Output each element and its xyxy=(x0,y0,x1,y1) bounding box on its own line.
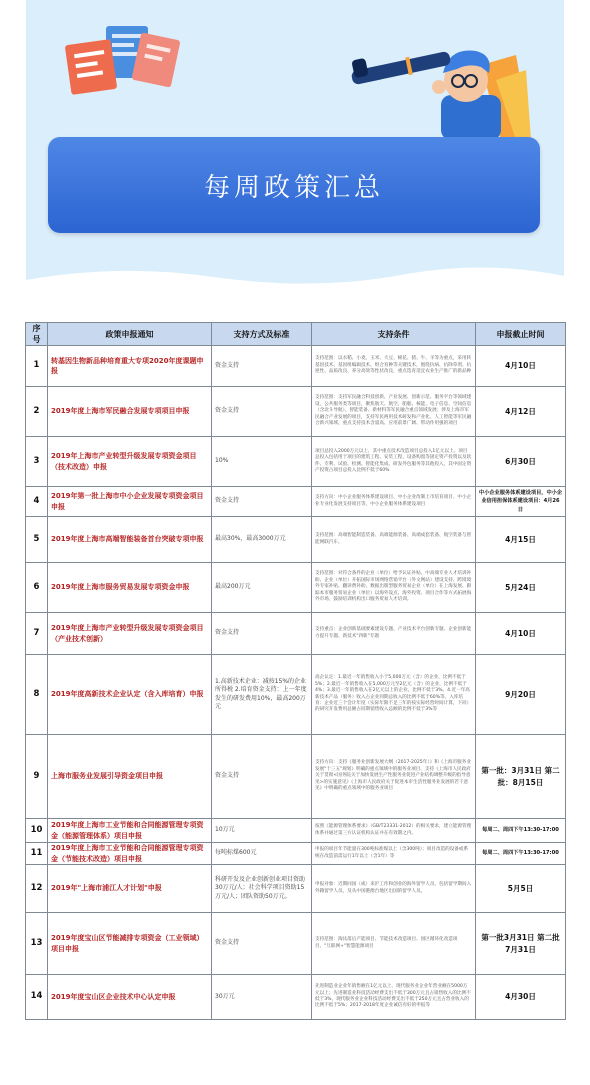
row-number: 4 xyxy=(26,487,48,517)
table-row xyxy=(26,865,566,913)
support-standard: 资金支持 xyxy=(212,613,312,655)
support-conditions: 先进制造业企业年销售额在1亿元以上，现代服务业企业年营业额在5000万元以上；先进制造业科技活动经费支出不低于300万元且占销售收入的比例不低于3%，现代服务业企业科技活动经费支出不低于250万元且占营业收入的比例不低于5%；2017-2018年度企业诚信有好的申报等 xyxy=(312,975,476,1020)
policy-notice-link[interactable]: 2019年度上海市工业节能和合同能源管理专项资金（节能技术改造）项目申报 xyxy=(48,843,212,865)
page-title: 每周政策汇总 xyxy=(203,172,384,203)
row-number: 2 xyxy=(26,387,48,437)
deadline: 4月30日 xyxy=(476,975,566,1020)
row-number: 13 xyxy=(26,913,48,975)
row-number: 1 xyxy=(26,346,48,387)
policy-notice-link[interactable]: 2019年度宝山区企业技术中心认定申报 xyxy=(48,975,212,1020)
table-row xyxy=(26,387,566,437)
support-conditions: 项目总投入2000万元以上，其中重点技术改造项目总投入1亿元以上。项目总投入包括用于项目的建筑工程、安装工程、设备购置等固定资产投资以及软件、专利、试验、检测、智能化集成、研发外包服务等其他投入，其中固定资产投资占项目总投入比例不低于60% xyxy=(312,437,476,487)
row-number: 7 xyxy=(26,613,48,655)
support-standard: 30万元 xyxy=(212,975,312,1020)
policy-notice-link[interactable]: 2019年度上海市服务贸易发展专项资金申报 xyxy=(48,563,212,613)
deadline: 4月10日 xyxy=(476,346,566,387)
deadline: 4月15日 xyxy=(476,517,566,563)
table-row xyxy=(26,735,566,819)
support-conditions: 支持范围：高端智能制造装备、高端能源装备、高端成套装备、航空装备与智能网联汽车。 xyxy=(312,517,476,563)
support-standard: 资金支持 xyxy=(212,487,312,517)
table-row xyxy=(26,843,566,865)
table-row xyxy=(26,346,566,387)
policy-notice-link[interactable]: 2019年"上海市浦江人才计划"申报 xyxy=(48,865,212,913)
support-conditions: 支持范围：以水稻、小麦、玉米、大豆、棉花、猪、牛、羊等为重点，采用转基因技术、基因组编辑技术、组合育种等关键技术，围绕抗病、抗除草剂、抗逆性、品质改良、养分高效等性状改良，重点选育适宜农业生产推广的新品种 xyxy=(312,346,476,387)
deadline: 第一批3月31日 第二批7月31日 xyxy=(476,913,566,975)
support-conditions: 申报的项目年节能量在300吨标准煤以上（含300吨）；项目改造的设备或系统在改造前需运行1年以上（含1年）等 xyxy=(312,843,476,865)
deadline: 6月30日 xyxy=(476,437,566,487)
policy-notice-link[interactable]: 2019年度上海市高端智能装备首台突破专项申报 xyxy=(48,517,212,563)
support-conditions: 支持方向：中小企业服务体系建设项目、中小企业改制上市培育项目、中小企业专业化发展支持项目等，中小企业服务体系建设项目 xyxy=(312,487,476,517)
policy-notice-link[interactable]: 2019年度高新技术企业认定（含入库培育）申报 xyxy=(48,655,212,735)
deadline: 每周二、周四下午13:30-17:00 xyxy=(476,843,566,865)
telescope-person-illustration xyxy=(331,25,531,140)
header-banner xyxy=(26,0,564,292)
policy-notice-link[interactable]: 2019年第一批上海市中小企业发展专项资金项目申报 xyxy=(48,487,212,517)
support-conditions: 申报对象：近期回国（或）来沪工作和创业的海外留学人员、包括留学期间入外籍留学人员、及从中国港澳台地区出国的留学人员。 xyxy=(312,865,476,913)
policy-notice-link[interactable]: 2019年度上海市军民融合发展专项项目申报 xyxy=(48,387,212,437)
support-standard: 最高200万元 xyxy=(212,563,312,613)
row-number: 12 xyxy=(26,865,48,913)
deadline: 4月12日 xyxy=(476,387,566,437)
table-body xyxy=(26,346,566,1020)
support-standard: 1.高新技术企业：减按15%的企业所得税 2.培育资金支持：上一年度发生的研发费用10%，最高200万元 xyxy=(212,655,312,735)
column-header-support: 支持方式及标准 xyxy=(212,323,312,346)
support-standard: 资金支持 xyxy=(212,735,312,819)
support-conditions: 按照《能源管理体系要求》（GB/T23331-2012）的相关要求，建立能源管理体系并通过第三方认证机构认证并在有效期之内。 xyxy=(312,819,476,843)
table-row xyxy=(26,487,566,517)
support-standard: 10万元 xyxy=(212,819,312,843)
deadline: 5月5日 xyxy=(476,865,566,913)
row-number: 9 xyxy=(26,735,48,819)
policy-table-container xyxy=(25,322,565,1020)
support-standard: 资金支持 xyxy=(212,346,312,387)
column-header-no: 序号 xyxy=(26,323,48,346)
support-standard: 资金支持 xyxy=(212,913,312,975)
row-number: 6 xyxy=(26,563,48,613)
support-conditions: 支持范围：淘汰落后产能项目、节能技术改造项目、园区循环化改造项目、"互联网+"智慧能源项目 xyxy=(312,913,476,975)
row-number: 3 xyxy=(26,437,48,487)
table-row xyxy=(26,517,566,563)
column-header-policy: 政策申报通知 xyxy=(48,323,212,346)
policy-notice-link[interactable]: 2019年度宝山区节能减排专项资金（工业领域）项目申报 xyxy=(48,913,212,975)
policy-table xyxy=(25,322,566,1020)
documents-illustration xyxy=(48,18,188,98)
deadline: 5月24日 xyxy=(476,563,566,613)
support-conditions: 高企认定：1.最近一年销售收入小于5,000万元（含）的企业，比例不低于5%；2.最近一年销售收入在5,000万元至2亿元（含）的企业，比例不低于4%；3.最近一年销售收入在2亿元以上的企业，比例不低于3%。4.近一年高新技术产品（服务）收入占企业同期总收入的比例不低于60%等。入库培育：企业近三个会计年度（实际年限不足三年的按实际经营时间计算，下同）的研究开发费用总额占同期销售收入总额的比例不低于3%等 xyxy=(312,655,476,735)
table-row xyxy=(26,437,566,487)
table-row xyxy=(26,913,566,975)
banner-wave xyxy=(26,262,564,292)
column-header-conditions: 支持条件 xyxy=(312,323,476,346)
row-number: 5 xyxy=(26,517,48,563)
row-number: 8 xyxy=(26,655,48,735)
policy-notice-link[interactable]: 2019年上海市产业转型升级发展专项资金项目（技术改造）申报 xyxy=(48,437,212,487)
row-number: 14 xyxy=(26,975,48,1020)
row-number: 11 xyxy=(26,843,48,865)
support-standard: 每吨标煤600元 xyxy=(212,843,312,865)
deadline: 9月20日 xyxy=(476,655,566,735)
table-row xyxy=(26,975,566,1020)
deadline: 第一批：3月31日 第二批：8月15日 xyxy=(476,735,566,819)
deadline: 中小企业服务体系建设项目，中小企业信用担保体系建设项目：4月26日 xyxy=(476,487,566,517)
policy-notice-link[interactable]: 2019年度上海市工业节能和合同能源管理专项资金（能源管理体系）项目申报 xyxy=(48,819,212,843)
support-conditions: 支持重点：企业创新基础要素建设专题、产业技术平台创新专题、企业创新能力提升专题、新技术"四新"专题 xyxy=(312,613,476,655)
title-banner xyxy=(48,137,540,233)
table-row xyxy=(26,655,566,735)
policy-notice-link[interactable]: 上海市服务业发展引导资金项目申报 xyxy=(48,735,212,819)
support-standard: 资金支持 xyxy=(212,387,312,437)
support-conditions: 支持范围：对符合条件的企业（单位）给予认证补贴、中高端专业人才培训补助、企业（单位）开拓国际市场网络营销平台（外文网站）建设支持、跨境境外专家补贴、翻译费补助、数据出版型服务贸易企业（单位）在上海发展、跟踪本市服务贸易企业（单位）以海外设点、海外投资、项目合作等方式拓展海外市场，鼓励培训机构出口服务贸易人才培训。 xyxy=(312,563,476,613)
deadline: 4月10日 xyxy=(476,613,566,655)
support-standard: 科研开发及企业创新创业项目资助30万元/人；社会科学项目资助15万元/人；团队资助50万元。 xyxy=(212,865,312,913)
table-header-row xyxy=(26,323,566,346)
row-number: 10 xyxy=(26,819,48,843)
support-conditions: 支持范围：支持军民融合科技创新、产业发展、创新示范、服务平台等领域建设，公共服务类等项目，聚焦航天、航空、船舶、核能、电子信息、空间信息（含北斗导航）、智能装备、新材料等军民融合重点领域发展；涉及上海市军民融合产业发展的项目，支持军民两用技术研发和产业化、人工智能等军民融合新兴领域、重点支持技术含量高、应用前景广阔、带动作用强的项目 xyxy=(312,387,476,437)
support-standard: 10% xyxy=(212,437,312,487)
support-conditions: 支持方向：支持《服务业创新发展大纲（2017-2025年）》和《上海市服务业发展"十三五"规划》明确的重点领域中的服务业项目、支持《上海市人民政府关于贯彻<国务院关于加快发展生产性服务业促进产业结构调整升级的指导意见>的实施意见》《上海市人民政府关于促进本市生活性服务业发展的若干意见》中明确的重点领域中的服务业项目 xyxy=(312,735,476,819)
deadline: 每周二、周四下午13:30-17:00 xyxy=(476,819,566,843)
column-header-deadline: 申报截止时间 xyxy=(476,323,566,346)
policy-notice-link[interactable]: 2019年度上海市产业转型升级发展专项资金项目（产业技术创新） xyxy=(48,613,212,655)
support-standard: 最高30%，最高3000万元 xyxy=(212,517,312,563)
table-row xyxy=(26,819,566,843)
table-row xyxy=(26,613,566,655)
policy-notice-link[interactable]: 转基因生物新品种培育重大专项2020年度课题申报 xyxy=(48,346,212,387)
table-row xyxy=(26,563,566,613)
